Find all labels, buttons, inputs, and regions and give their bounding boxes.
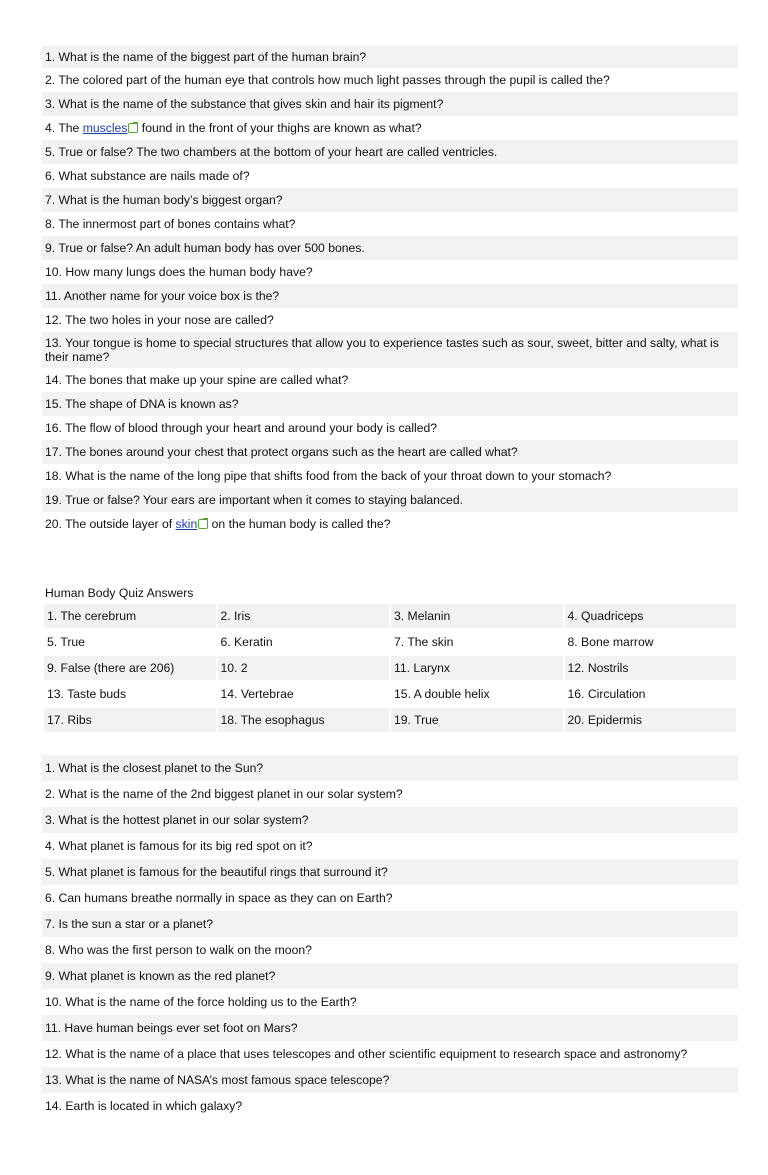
answer-cell: 18. The esophagus	[218, 708, 390, 732]
question-text	[42, 46, 738, 68]
answer-row	[44, 708, 736, 732]
question-label: 14. The bones that make up your spine are called what?	[45, 373, 349, 387]
question-row	[42, 488, 738, 512]
question-label: 16. The flow of blood through your heart and around your body is called?	[45, 421, 438, 435]
question-label: 1. What is the name of the biggest part of the human brain?	[45, 50, 367, 64]
answer-cell: 14. Vertebrae	[218, 682, 390, 706]
answer-cell: 2. Iris	[218, 604, 390, 628]
question-text: 3. What is the hottest planet in our solar system?	[42, 807, 738, 833]
answer-cell: 10. 2	[218, 656, 390, 680]
answer-cell: 9. False (there are 206)	[44, 656, 216, 680]
question-label: 5. True or false? The two chambers at the bottom of your heart are called ventricles.	[45, 145, 498, 159]
question-text: 2. What is the name of the 2nd biggest planet in our solar system?	[42, 781, 738, 807]
question-row	[42, 188, 738, 212]
question-row	[42, 92, 738, 116]
question-text: 13. What is the name of NASA’s most famous space telescope?	[42, 1067, 738, 1093]
answer-cell: 19. True	[391, 708, 563, 732]
question-text: 8. Who was the first person to walk on the moon?	[42, 937, 738, 963]
question-row	[42, 140, 738, 164]
question-label: 9. True or false? An adult human body has over 500 bones.	[45, 241, 365, 255]
question-text: 9. What planet is known as the red planet?	[42, 963, 738, 989]
answer-row	[44, 630, 736, 654]
question-text	[42, 332, 738, 368]
question-row	[42, 1067, 738, 1093]
question-row	[42, 781, 738, 807]
question-text	[42, 116, 738, 140]
question-text	[42, 92, 738, 116]
question-row	[42, 755, 738, 781]
question-row	[42, 859, 738, 885]
question-row	[42, 885, 738, 911]
question-label: 10. How many lungs does the human body have?	[45, 265, 313, 279]
question-text	[42, 68, 738, 92]
question-text	[42, 308, 738, 332]
question-row	[42, 236, 738, 260]
answer-cell: 5. True	[44, 630, 216, 654]
external-link-icon[interactable]	[198, 519, 208, 529]
question-row	[42, 833, 738, 859]
question-row	[42, 440, 738, 464]
answer-row	[44, 604, 736, 628]
answer-cell: 20. Epidermis	[565, 708, 737, 732]
question-row	[42, 332, 738, 368]
question-row	[42, 1015, 738, 1041]
question-label: 2. The colored part of the human eye that controls how much light passes through the pupil is called the?	[45, 73, 610, 87]
question-text	[42, 260, 738, 284]
question-label: 7. What is the human body’s biggest organ?	[45, 193, 283, 207]
human-body-quiz	[42, 46, 738, 535]
question-label: 20. The outside layer of	[45, 516, 176, 531]
answer-cell: 11. Larynx	[391, 656, 563, 680]
question-row	[42, 512, 738, 535]
answer-row	[44, 682, 736, 706]
question-text: 11. Have human beings ever set foot on Mars?	[42, 1015, 738, 1041]
question-row	[42, 212, 738, 236]
question-row	[42, 807, 738, 833]
question-text	[42, 212, 738, 236]
answer-cell: 7. The skin	[391, 630, 563, 654]
answer-cell: 17. Ribs	[44, 708, 216, 732]
question-row	[42, 284, 738, 308]
question-label: on the human body is called the?	[208, 516, 391, 531]
question-row	[42, 464, 738, 488]
question-label: found in the front of your thighs are known as what?	[138, 121, 422, 135]
answer-cell: 6. Keratin	[218, 630, 390, 654]
question-text	[42, 188, 738, 212]
external-link-icon[interactable]	[128, 123, 138, 133]
question-row	[42, 392, 738, 416]
question-row	[42, 368, 738, 392]
question-label: 3. What is the name of the substance that gives skin and hair its pigment?	[45, 97, 444, 111]
answer-cell: 13. Taste buds	[44, 682, 216, 706]
question-row	[42, 416, 738, 440]
question-text: 4. What planet is famous for its big red spot on it?	[42, 833, 738, 859]
question-text	[42, 164, 738, 188]
question-text: 1. What is the closest planet to the Sun?	[42, 755, 738, 781]
question-text	[42, 440, 738, 464]
question-row	[42, 989, 738, 1015]
question-label: 15. The shape of DNA is known as?	[45, 397, 239, 411]
question-text	[42, 368, 738, 392]
question-row	[42, 46, 738, 68]
space-quiz	[42, 755, 738, 1119]
answer-cell: 16. Circulation	[565, 682, 737, 706]
answer-cell: 3. Melanin	[391, 604, 563, 628]
question-text	[42, 236, 738, 260]
question-row	[42, 1093, 738, 1119]
question-label: 12. The two holes in your nose are called?	[45, 313, 274, 327]
question-label: 6. What substance are nails made of?	[45, 169, 250, 183]
question-row	[42, 1041, 738, 1067]
answer-cell: 1. The cerebrum	[44, 604, 216, 628]
answer-row	[44, 656, 736, 680]
glossary-link[interactable]: skin	[175, 516, 198, 531]
human-body-answers-table	[42, 604, 738, 732]
question-text: 10. What is the name of the force holding us to the Earth?	[42, 989, 738, 1015]
space-questions-table	[42, 755, 738, 1119]
question-row	[42, 937, 738, 963]
question-text	[42, 392, 738, 416]
answer-cell: 8. Bone marrow	[565, 630, 737, 654]
question-row	[42, 116, 738, 140]
question-text	[42, 284, 738, 308]
question-text	[42, 464, 738, 488]
answer-cell: 12. Nostrils	[565, 656, 737, 680]
question-label: 11. Another name for your voice box is the?	[45, 289, 280, 303]
question-label: 18. What is the name of the long pipe that shifts food from the back of your throat down to your stomach?	[45, 469, 612, 483]
question-row	[42, 963, 738, 989]
question-label: 8. The innermost part of bones contains what?	[45, 217, 296, 231]
question-text	[42, 416, 738, 440]
question-row	[42, 164, 738, 188]
question-text: 5. What planet is famous for the beautiful rings that surround it?	[42, 859, 738, 885]
question-label: 4. The	[45, 121, 83, 135]
question-row	[42, 911, 738, 937]
question-row	[42, 260, 738, 284]
answer-cell: 4. Quadriceps	[565, 604, 737, 628]
answer-cell: 15. A double helix	[391, 682, 563, 706]
question-text	[42, 488, 738, 512]
question-label: 13. Your tongue is home to special structures that allow you to experience tastes such as sour, sweet, bitter and salty, what is their name?	[45, 336, 719, 364]
question-text: 7. Is the sun a star or a planet?	[42, 911, 738, 937]
answers-title: Human Body Quiz Answers	[45, 586, 194, 600]
question-text: 14. Earth is located in which galaxy?	[42, 1093, 738, 1119]
glossary-link[interactable]: muscles	[82, 121, 128, 135]
human-body-questions-table	[42, 46, 738, 535]
question-text: 6. Can humans breathe normally in space as they can on Earth?	[42, 885, 738, 911]
question-text: 12. What is the name of a place that uses telescopes and other scientific equipment to research space and astronomy?	[42, 1041, 738, 1067]
question-label: 19. True or false? Your ears are important when it comes to staying balanced.	[45, 493, 463, 507]
question-text	[42, 512, 738, 535]
question-row	[42, 68, 738, 92]
question-row	[42, 308, 738, 332]
question-label: 17. The bones around your chest that protect organs such as the heart are called what?	[45, 445, 518, 459]
question-text	[42, 140, 738, 164]
